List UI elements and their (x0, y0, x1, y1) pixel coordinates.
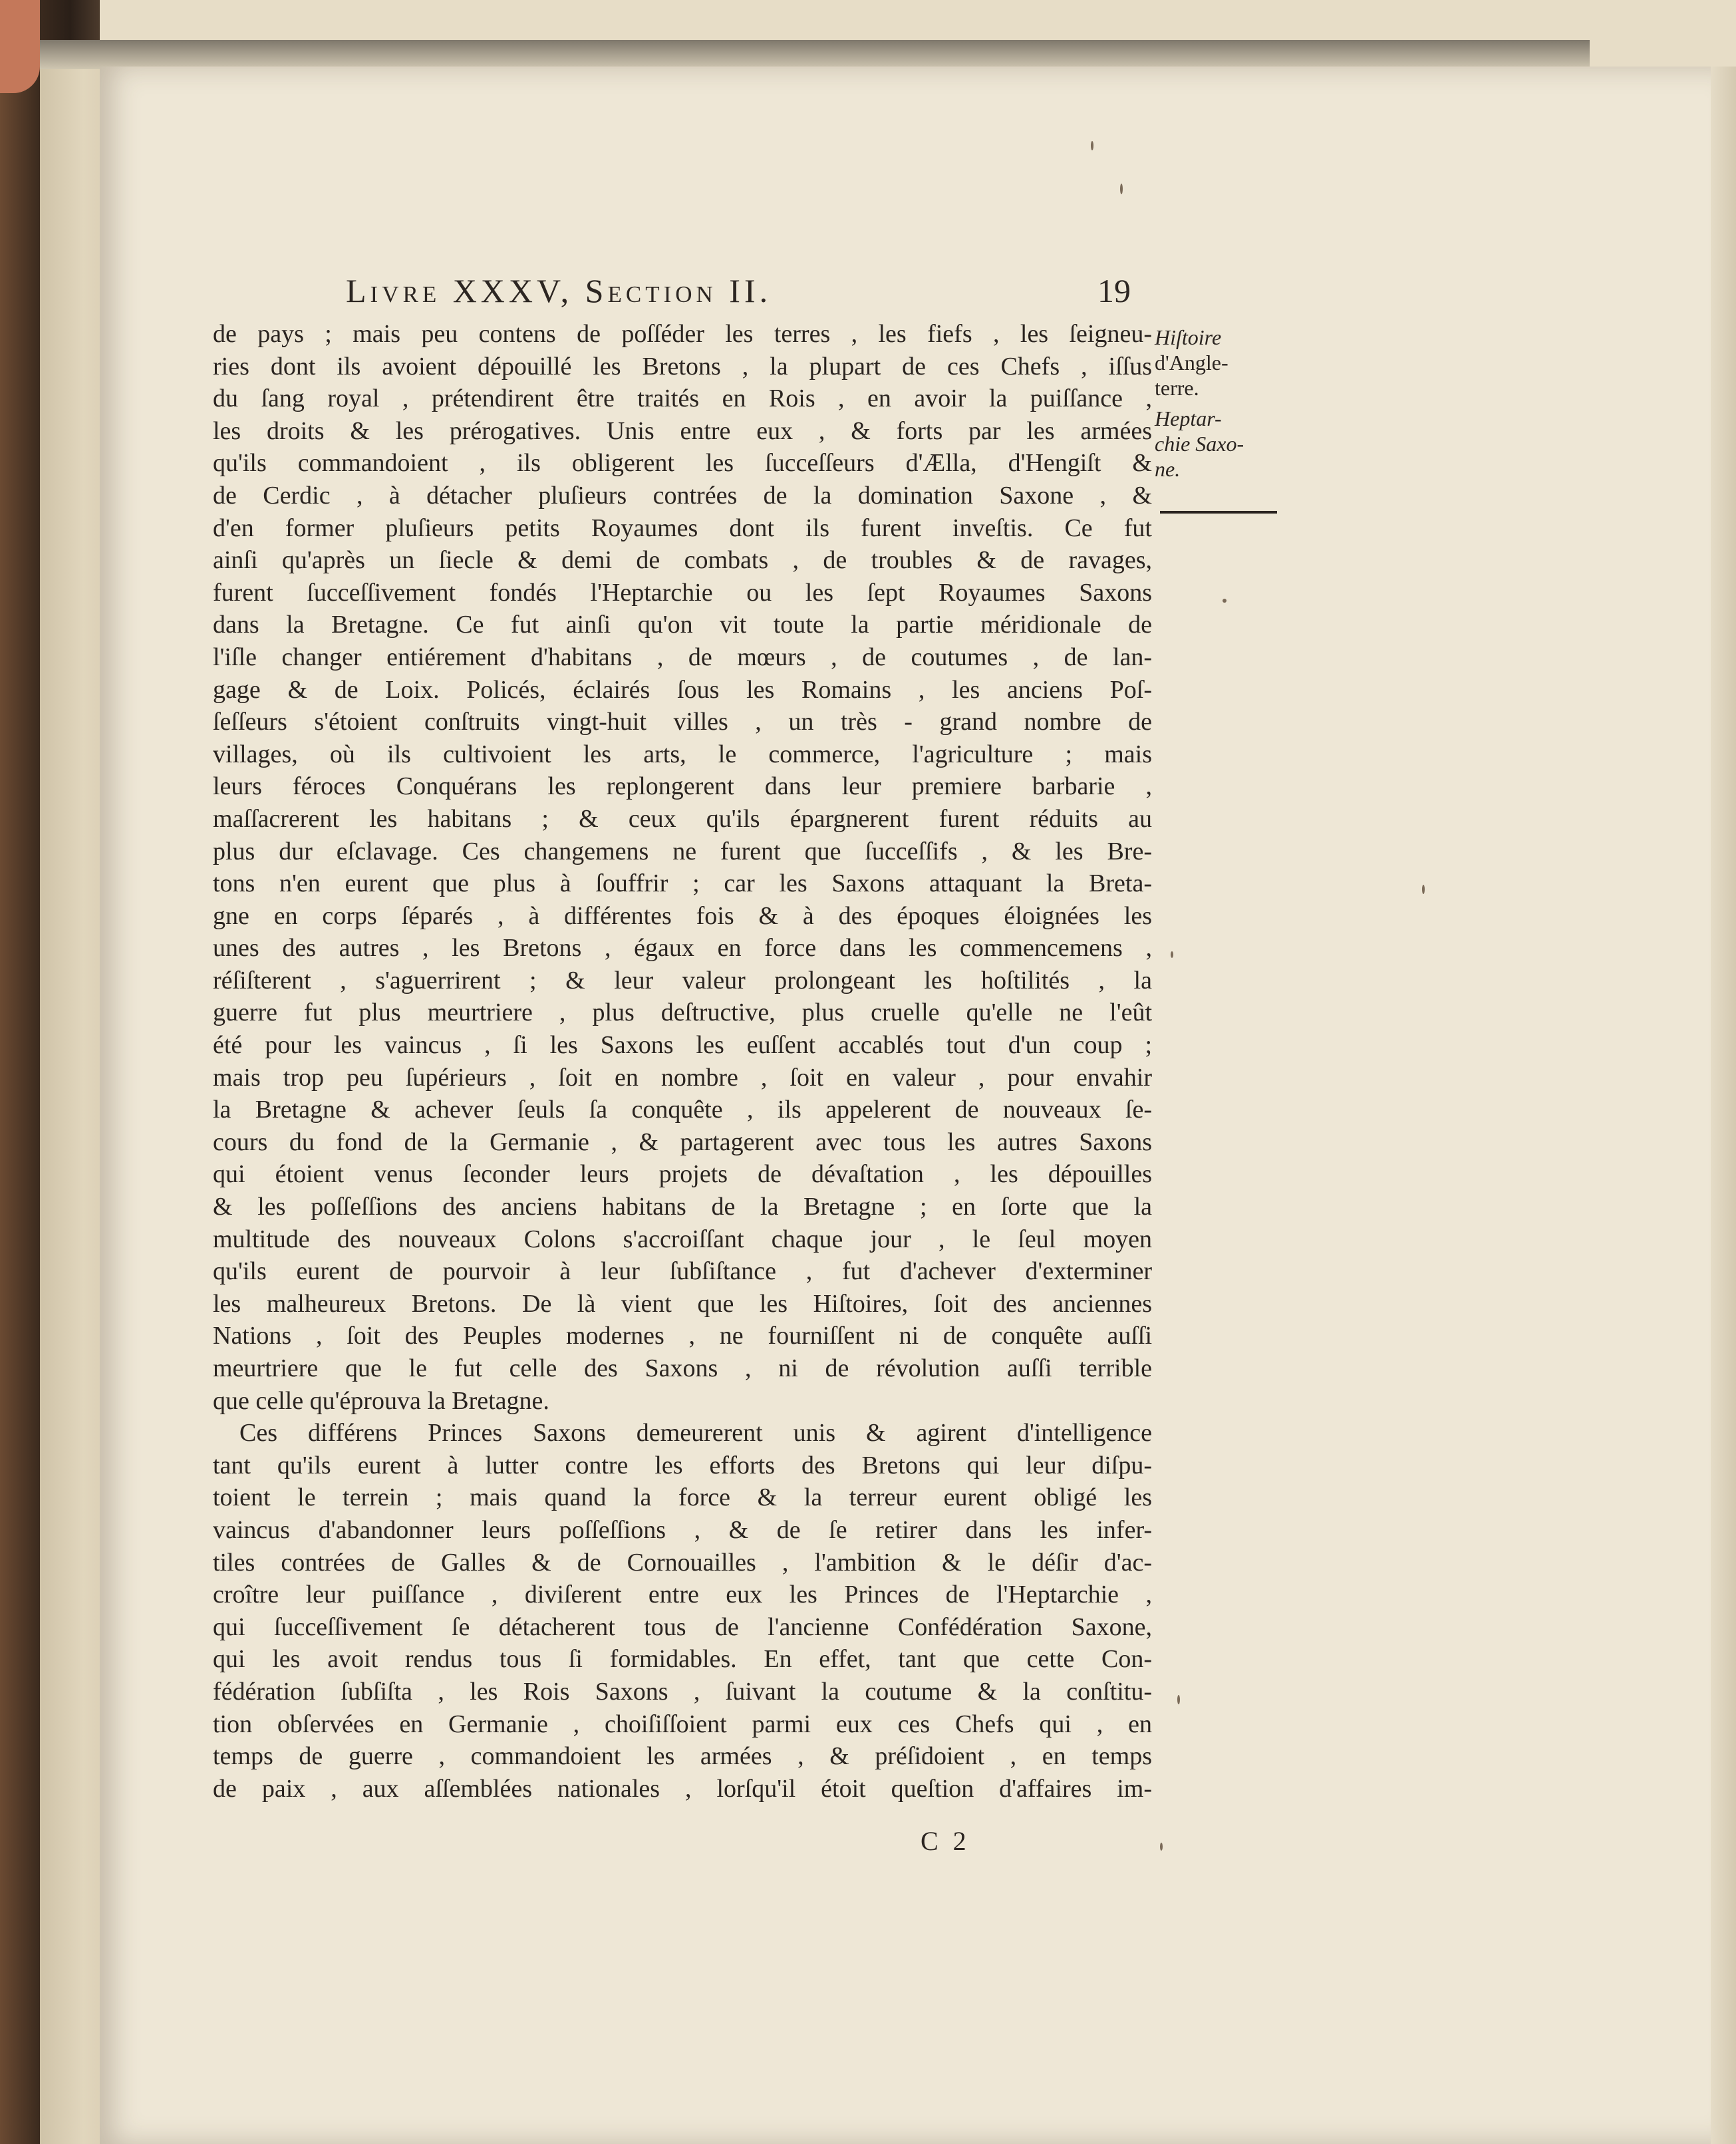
text-line: qui les avoit rendus tous ſi formidables. En effet, tant que cette Con- (213, 1645, 1152, 1674)
text-line: de paix , aux aſſemblées nationales , lorſqu'il étoit queſtion d'affaires im- (213, 1774, 1152, 1803)
text-line: temps de guerre , commandoient les armées , & préſidoient , en temps (213, 1742, 1152, 1771)
text-line: les malheureux Bretons. De là vient que les Hiſtoires, ſoit des anciennes (213, 1289, 1152, 1318)
text-line: vaincus d'abandonner leurs poſſeſſions , & de ſe retirer dans les infer- (213, 1515, 1152, 1544)
paper-speck (1177, 1695, 1180, 1704)
body-text (213, 318, 1152, 1805)
text-line: croître leur puiſſance , diviſerent entre eux les Princes de l'Heptarchie , (213, 1581, 1152, 1609)
signature-mark: C 2 (921, 1826, 970, 1856)
text-line: meurtriere que le fut celle des Saxons , ni de révolution auſſi terrible (213, 1354, 1152, 1382)
text-line: gne en corps ſéparés , à différentes fois & à des époques éloignées les (213, 901, 1152, 930)
margin-note-line: d'Angle- (1155, 351, 1229, 375)
text-line: Nations , ſoit des Peuples modernes , ne fourniſſent ni de conquête auſſi (213, 1322, 1152, 1350)
text-line: ſeſſeurs s'étoient conſtruits vingt-huit villes , un très - grand nombre de (213, 708, 1152, 736)
text-line: ainſi qu'après un ſiecle & demi de combats , de troubles & de ravages, (213, 546, 1152, 575)
text-line: qui étoient venus ſeconder leurs projets de dévaſtation , les dépouilles (213, 1160, 1152, 1189)
text-line: tiles contrées de Galles & de Cornouailles , l'ambition & le déſir d'ac- (213, 1548, 1152, 1577)
text-line: qu'ils commandoient , ils obligerent les ſucceſſeurs d'Ælla, d'Hengiſt & (213, 449, 1152, 478)
running-head-title: Livre XXXV, Section II. (346, 272, 772, 309)
text-line: été pour les vaincus , ſi les Saxons les euſſent accablés tout d'un coup ; (213, 1031, 1152, 1060)
text-line: mais trop peu ſupérieurs , ſoit en nombre , ſoit en valeur , pour envahir (213, 1063, 1152, 1092)
paper-speck (1171, 951, 1173, 958)
text-line: du ſang royal , prétendirent être traités en Rois , en avoir la puiſſance , (213, 384, 1152, 413)
margin-note-line: terre. (1155, 376, 1199, 400)
margin-rule (1160, 511, 1277, 514)
paper-speck (1091, 141, 1093, 150)
paper-speck (1120, 184, 1123, 194)
text-line: unes des autres , les Bretons , égaux en force dans les commencemens , (213, 934, 1152, 963)
binding-corner (0, 0, 40, 93)
margin-note-line: ne. (1155, 457, 1181, 481)
paper-speck (1223, 599, 1227, 603)
text-line: réſiſterent , s'aguerrirent ; & leur valeur prolongeant les hoſtilités , la (213, 966, 1152, 995)
margin-note (1155, 325, 1288, 482)
paragraph-start-line: Ces différens Princes Saxons demeurerent unis & agirent d'intelligence (239, 1419, 1152, 1448)
text-line: villages, où ils cultivoient les arts, le commerce, l'agriculture ; mais (213, 740, 1152, 768)
text-line: toient le terrein ; mais quand la force & la terreur eurent obligé les (213, 1483, 1152, 1512)
running-head (346, 271, 1131, 311)
text-line: la Bretagne & achever ſeuls ſa conquête , ils appelerent de nouveaux ſe- (213, 1096, 1152, 1124)
text-line: l'iſle changer entiérement d'habitans , de mœurs , de coutumes , de lan- (213, 643, 1152, 671)
paper-speck (1422, 885, 1425, 894)
margin-note-line: Hiſtoire (1155, 325, 1222, 349)
text-line: plus dur eſclavage. Ces changemens ne furent que ſucceſſifs , & les Bre- (213, 837, 1152, 865)
text-line: d'en former pluſieurs petits Royaumes dont ils furent inveſtis. Ce fut (213, 514, 1152, 542)
paragraph-end-line: que celle qu'éprouva la Bretagne. (213, 1386, 549, 1415)
text-line: tion obſervées en Germanie , choiſiſſoient parmi eux ces Chefs qui , en (213, 1710, 1152, 1738)
text-line: cours du fond de la Germanie , & partagerent avec tous les autres Saxons (213, 1128, 1152, 1156)
text-line: qu'ils eurent de pourvoir à leur ſubſiſtance , fut d'achever d'exterminer (213, 1257, 1152, 1286)
text-line: leurs féroces Conquérans les replongerent dans leur premiere barbarie , (213, 772, 1152, 801)
text-line: de Cerdic , à détacher pluſieurs contrées de la domination Saxone , & (213, 481, 1152, 510)
text-line: furent ſucceſſivement fondés l'Heptarchie ou les ſept Royaumes Saxons (213, 578, 1152, 607)
text-line: qui ſucceſſivement ſe détacherent tous de l'ancienne Confédération Saxone, (213, 1612, 1152, 1641)
text-line: tons n'en eurent que plus à ſouffrir ; car les Saxons attaquant la Breta- (213, 869, 1152, 898)
text-line: multitude des nouveaux Colons s'accroiſſant chaque jour , le ſeul moyen (213, 1225, 1152, 1253)
page-stack-top-edge (40, 40, 1590, 69)
text-line: guerre fut plus meurtriere , plus deſtructive, plus cruelle qu'elle ne l'eût (213, 998, 1152, 1027)
text-line: maſſacrerent les habitans ; & ceux qu'ils épargnerent furent réduits au (213, 804, 1152, 833)
page-number: 19 (1097, 272, 1131, 309)
margin-note-line: Heptar- (1155, 406, 1222, 430)
text-line: tant qu'ils eurent à lutter contre les efforts des Bretons qui leur diſpu- (213, 1451, 1152, 1479)
page-right-edge (1711, 67, 1736, 2144)
text-line: & les poſſeſſions des anciens habitans de la Bretagne ; en ſorte que la (213, 1193, 1152, 1221)
paper-speck (1160, 1843, 1163, 1851)
text-line: fédération ſubſiſta , les Rois Saxons , ſuivant la coutume & la conſtitu- (213, 1677, 1152, 1706)
text-line: dans la Bretagne. Ce fut ainſi qu'on vit toute la partie méridionale de (213, 611, 1152, 639)
text-line: gage & de Loix. Policés, éclairés ſous les Romains , les anciens Poſ- (213, 675, 1152, 704)
text-line: ries dont ils avoient dépouillé les Bretons , la plupart de ces Chefs , iſſus (213, 352, 1152, 381)
margin-note-line: chie Saxo- (1155, 432, 1244, 456)
text-line: les droits & les prérogatives. Unis entre eux , & forts par les armées (213, 416, 1152, 445)
text-line: de pays ; mais peu contens de poſſéder les terres , les fiefs , les ſeigneu- (213, 320, 1152, 348)
